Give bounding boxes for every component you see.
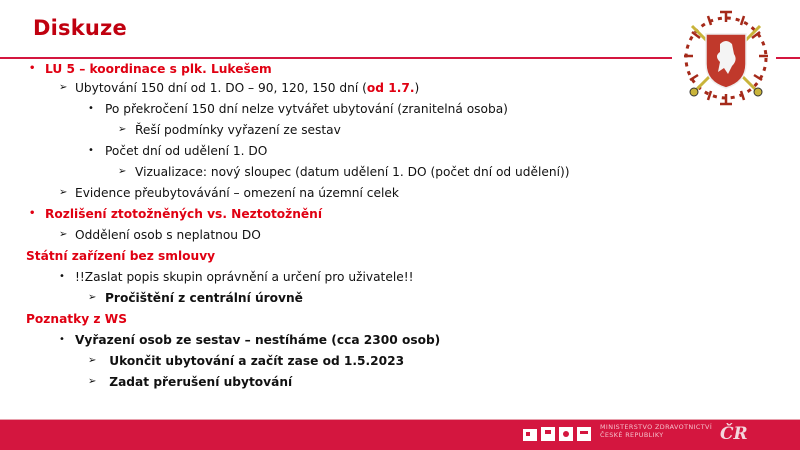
list-item: ➢ Ukončit ubytování a začít zase od 1.5.2023 [88,354,405,368]
ministry-name: MINISTERSTVO ZDRAVOTNICTVÍ ČESKÉ REPUBLIKY [600,423,713,439]
list-item: ➢ Oddělení osob s neplatnou DO [59,228,261,242]
highlight-date: od 1.7. [366,81,415,95]
list-item: ➢ Zadat přerušení ubytování [88,375,293,389]
list-item: ➢ Řeší podmínky vyřazení ze sestav [118,123,341,137]
slide-title: Diskuze [33,16,127,40]
list-item: ➢ Ubytování 150 dní od 1. DO – 90, 120, 150 dní (od 1.7.) [59,81,420,95]
title-divider [0,57,672,59]
cr-logo-icon: ČR [720,424,748,444]
list-item: • Po překročení 150 dní nelze vytvářet ubytování (zranitelná osoba) [88,102,508,116]
list-item: ➢ Pročištění z centrální úrovně [88,291,303,305]
list-item: • !!Zaslat popis skupin oprávnění a určení pro uživatele!! [59,270,414,284]
list-item: • Počet dní od udělení 1. DO [88,144,268,158]
list-item: • Vyřazení osob ze sestav – nestíháme (cca 2300 osob) [59,333,441,347]
list-item: • LU 5 – koordinace s plk. Lukešem [29,62,272,76]
army-emblem-icon [678,8,774,108]
list-item: • Rozlišení ztotožněných vs. Neztotožnění [29,207,323,221]
list-item: ➢ Vizualizace: nový sloupec (datum udělení 1. DO (počet dní od udělení)) [118,165,570,179]
section-heading: Poznatky z WS [26,312,127,326]
mz-logo-icon [523,426,591,442]
list-item: ➢ Evidence přeubytovávání – omezení na územní celek [59,186,399,200]
title-divider-right [776,57,800,59]
section-heading: Státní zařízení bez smlouvy [26,249,216,263]
